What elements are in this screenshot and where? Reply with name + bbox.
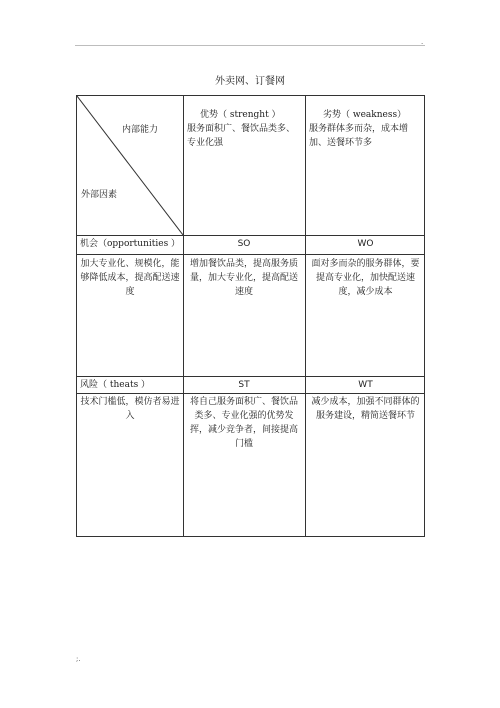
column-divider-1 — [183, 96, 184, 536]
wt-label: WT — [358, 380, 373, 390]
strength-header: 优势（ strenght ） — [200, 110, 281, 120]
row-divider-4 — [77, 393, 424, 394]
corner-internal-label: 内部能力 — [122, 125, 159, 135]
document-title: 外卖网、订餐网 — [215, 76, 285, 87]
st-text: 将自己服务面积广、餐饮品类多、专业化强的优势发挥，减少竞争者，间接提高门槛 — [189, 397, 298, 449]
so-text: 增加餐饮品类，提高服务质量，加大专业化，提高配送速度 — [189, 259, 298, 297]
header-rule — [75, 45, 425, 46]
weaknesses-text: 服务群体多而杂，成本增加、送餐环节多 — [309, 124, 409, 148]
wo-label: WO — [357, 239, 374, 249]
column-divider-2 — [305, 96, 306, 536]
header-mark: . — [421, 38, 424, 46]
weakness-header: 劣势（ weakness） — [323, 110, 407, 120]
opportunities-header: 机会（opportunities ） — [80, 239, 181, 249]
row-divider-2 — [77, 254, 424, 255]
row-divider-1 — [77, 235, 424, 236]
row-divider-3 — [77, 376, 424, 377]
corner-external-label: 外部因素 — [81, 190, 118, 200]
wt-text: 减少成本，加强不同群体的服务建设，精简送餐环节 — [311, 397, 420, 421]
threats-header: 风险（ theats ） — [80, 380, 151, 390]
corner-diagonal — [77, 96, 183, 235]
wo-text: 面对多而杂的服务群体，要提高专业化，加快配送速度，减少成本 — [311, 259, 420, 297]
so-label: SO — [237, 239, 251, 249]
swot-table — [76, 95, 425, 537]
strengths-text: 服务面积广、餐饮品类多、专业化强 — [187, 124, 296, 148]
threats-text: 技术门槛低，模仿者易进入 — [80, 397, 180, 421]
opportunities-text: 加大专业化、规模化，能够降低成本，提高配送速度 — [80, 259, 180, 297]
footer-mark: ;. — [76, 655, 81, 663]
st-label: ST — [238, 380, 250, 390]
